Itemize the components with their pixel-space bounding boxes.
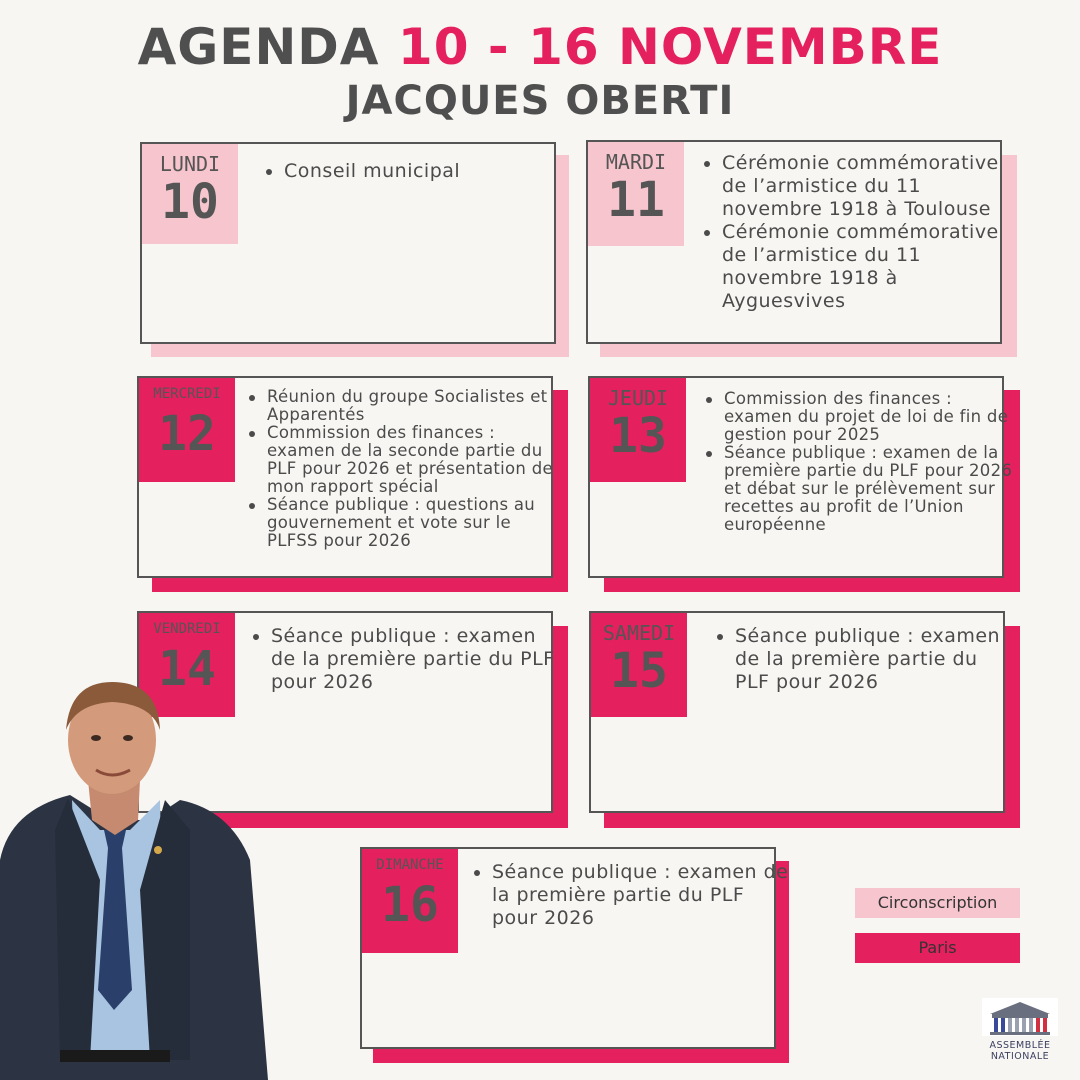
event-list-mercredi (245, 388, 567, 550)
day-number: 16 (381, 877, 439, 933)
event-list-jeudi (702, 390, 1014, 534)
date-box-jeudi (590, 378, 686, 482)
event-item: Cérémonie commémorative de l’armistice du 11 novembre 1918 à Toulouse (722, 152, 1012, 221)
day-number: 10 (161, 174, 219, 230)
assemblee-nationale-logo (980, 996, 1060, 1072)
date-box-samedi (591, 613, 687, 717)
day-card-lundi (140, 142, 556, 344)
legend-circonscription: Circonscription (855, 888, 1020, 918)
event-list-lundi (262, 160, 554, 183)
day-name: MERCREDI (153, 386, 221, 402)
event-item: Cérémonie commémorative de l’armistice du 11 novembre 1918 à Ayguesvives (722, 221, 1012, 313)
event-item: Réunion du groupe Socialistes et Apparentés (267, 388, 567, 424)
event-item: Séance publique : examen de la première partie du PLF pour 2026 (271, 625, 561, 694)
day-name: SAMEDI (602, 621, 676, 645)
day-name: DIMANCHE (376, 857, 444, 873)
date-box-mercredi (139, 378, 235, 482)
event-list-vendredi (249, 625, 561, 694)
date-box-lundi (142, 144, 238, 244)
day-name: VENDREDI (153, 621, 221, 637)
date-box-mardi (588, 142, 684, 246)
event-list-mardi (700, 152, 1012, 313)
title-dates: 10 - 16 NOVEMBRE (397, 18, 943, 76)
day-number: 15 (610, 643, 668, 699)
event-item: Séance publique : examen de la première partie du PLF pour 2026 (492, 861, 792, 930)
day-number: 14 (158, 641, 216, 697)
day-card-mardi (586, 140, 1002, 344)
deputy-name: JACQUES OBERTI (345, 78, 735, 124)
day-name: LUNDI (159, 152, 221, 176)
event-list-samedi (713, 625, 1015, 694)
event-item: Séance publique : questions au gouvernement et vote sur le PLFSS pour 2026 (267, 496, 567, 550)
day-card-mercredi (137, 376, 553, 578)
day-card-samedi (589, 611, 1005, 813)
deputy-photo (0, 660, 280, 1080)
day-number: 13 (609, 408, 667, 464)
event-item: Commission des finances : examen de la seconde partie du PLF pour 2026 et présentation de mon rapport spécial (267, 424, 567, 496)
day-name: JEUDI (607, 386, 669, 410)
event-item: Conseil municipal (284, 160, 554, 183)
day-number: 12 (158, 406, 216, 462)
event-item: Séance publique : examen de la première partie du PLF pour 2026 (735, 625, 1015, 694)
event-item: Commission des finances : examen du projet de loi de fin de gestion pour 2025 (724, 390, 1014, 444)
event-list-dimanche (470, 861, 792, 930)
day-card-jeudi (588, 376, 1013, 578)
page-title (0, 18, 1080, 76)
logo-text-2: NATIONALE (990, 1051, 1050, 1062)
legend-paris: Paris (855, 933, 1020, 963)
day-number: 11 (607, 172, 665, 228)
day-card-dimanche (360, 847, 789, 1049)
logo-text-1: ASSEMBLÉE (989, 1040, 1051, 1051)
date-box-dimanche (362, 849, 458, 953)
day-name: MARDI (605, 150, 667, 174)
parliament-icon (980, 996, 1060, 1036)
title-prefix: AGENDA (137, 18, 380, 76)
event-item: Séance publique : examen de la première partie du PLF pour 2026 et débat sur le prélèvement sur recettes au profit de l’Union européenne (724, 443, 1013, 534)
